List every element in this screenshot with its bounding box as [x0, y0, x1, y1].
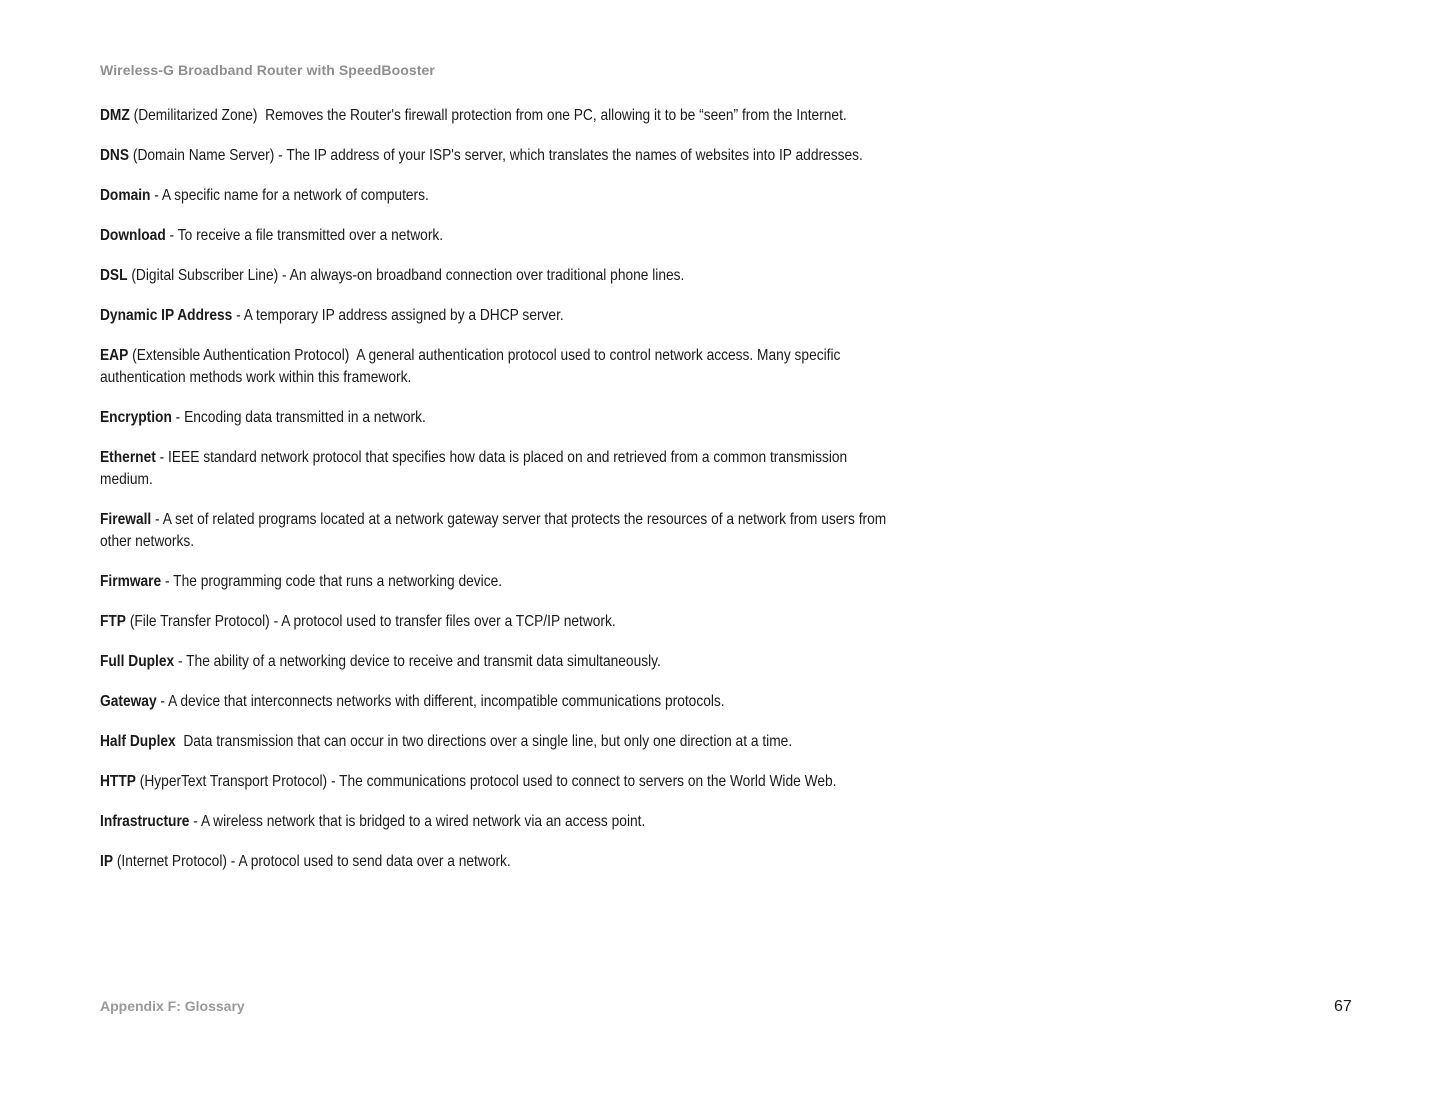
glossary-definition: The ability of a networking device to receive and transmit data simultaneously.	[186, 653, 661, 670]
glossary-entry	[100, 691, 900, 713]
glossary-term: Full Duplex	[100, 653, 175, 670]
glossary-definition: A general authentication protocol used to control network access. Many specific authentication methods work within this framework.	[100, 347, 841, 386]
glossary-separator	[349, 347, 356, 364]
glossary-term: Half Duplex	[100, 733, 176, 750]
glossary-definition: IEEE standard network protocol that specifies how data is placed on and retrieved from a common transmission medium.	[100, 449, 848, 488]
glossary-entry	[100, 771, 900, 793]
glossary-term: FTP	[100, 613, 126, 630]
glossary-definition: The programming code that runs a networking device.	[173, 573, 503, 590]
glossary-term-expansion: (HyperText Transport Protocol)	[139, 773, 328, 790]
glossary-entry	[100, 305, 900, 327]
glossary-entry	[100, 265, 900, 287]
glossary-entry	[100, 145, 900, 167]
glossary-entry	[100, 651, 900, 673]
glossary-term: Firewall	[100, 511, 152, 528]
glossary-definition: A protocol used to transfer files over a TCP/IP network.	[281, 613, 616, 630]
glossary-separator: -	[174, 653, 187, 670]
glossary-entry	[100, 851, 900, 873]
glossary-entry	[100, 447, 900, 491]
glossary-definition: A specific name for a network of computers.	[161, 187, 429, 204]
glossary-separator: -	[274, 147, 287, 164]
glossary-separator: -	[156, 693, 169, 710]
glossary-definition: A device that interconnects networks with different, incompatible communications protocols.	[168, 693, 725, 710]
glossary-entry	[100, 611, 900, 633]
glossary-term-expansion: (Domain Name Server)	[132, 147, 275, 164]
glossary-separator	[258, 107, 266, 124]
glossary-separator: -	[150, 187, 162, 204]
glossary-definition: To receive a file transmitted over a network.	[177, 227, 444, 244]
page-number: 67	[1334, 998, 1352, 1015]
glossary-term: Encryption	[100, 409, 172, 426]
glossary-entry	[100, 407, 900, 429]
glossary-entry	[100, 811, 900, 833]
glossary-separator: -	[269, 613, 282, 630]
glossary-definition: The communications protocol used to connect to servers on the World Wide Web.	[339, 773, 837, 790]
glossary-entry	[100, 571, 900, 593]
glossary-separator: -	[161, 573, 174, 590]
glossary-term: DNS	[100, 147, 130, 164]
glossary-entry	[100, 225, 900, 247]
glossary-entry	[100, 185, 900, 207]
running-header: Wireless-G Broadband Router with SpeedBooster	[100, 62, 435, 78]
glossary-term: Gateway	[100, 693, 157, 710]
glossary-term: IP	[100, 853, 114, 870]
glossary-entry	[100, 509, 900, 553]
glossary-separator: -	[189, 813, 201, 830]
glossary-term-expansion: (Digital Subscriber Line)	[131, 267, 279, 284]
glossary-definition: A temporary IP address assigned by a DHCP server.	[243, 307, 564, 324]
glossary-term: Firmware	[100, 573, 162, 590]
glossary-term: Domain	[100, 187, 151, 204]
glossary-definition: A set of related programs located at a network gateway server that protects the resources of a network from users from other networks.	[100, 511, 887, 550]
glossary-definition: Removes the Router's firewall protection from one PC, allowing it to be “seen” from the Internet.	[265, 107, 847, 124]
glossary-definition: Data transmission that can occur in two directions over a single line, but only one direction at a time.	[183, 733, 793, 750]
glossary-list	[100, 105, 900, 891]
running-footer: Appendix F: Glossary	[100, 998, 245, 1014]
glossary-separator	[176, 733, 184, 750]
glossary-separator: -	[327, 773, 340, 790]
glossary-term: DMZ	[100, 107, 130, 124]
glossary-term-expansion: (File Transfer Protocol)	[129, 613, 270, 630]
glossary-separator: -	[151, 511, 163, 528]
glossary-term: DSL	[100, 267, 128, 284]
glossary-definition: The IP address of your ISP's server, which translates the names of websites into IP addresses.	[286, 147, 863, 164]
glossary-separator: -	[232, 307, 244, 324]
glossary-separator: -	[165, 227, 178, 244]
glossary-term-expansion: (Internet Protocol)	[116, 853, 227, 870]
glossary-term: HTTP	[100, 773, 136, 790]
glossary-definition: An always-on broadband connection over traditional phone lines.	[289, 267, 685, 284]
glossary-term-expansion: (Extensible Authentication Protocol)	[132, 347, 350, 364]
glossary-term: Dynamic IP Address	[100, 307, 233, 324]
glossary-term: EAP	[100, 347, 129, 364]
glossary-term: Infrastructure	[100, 813, 190, 830]
glossary-separator: -	[226, 853, 239, 870]
glossary-entry	[100, 105, 900, 127]
glossary-separator: -	[171, 409, 185, 426]
glossary-definition: Encoding data transmitted in a network.	[184, 409, 426, 426]
glossary-definition: A wireless network that is bridged to a wired network via an access point.	[200, 813, 646, 830]
glossary-term-expansion: (Demilitarized Zone)	[133, 107, 258, 124]
glossary-term: Download	[100, 227, 166, 244]
glossary-separator: -	[278, 267, 290, 284]
glossary-definition: A protocol used to send data over a network.	[238, 853, 511, 870]
glossary-term: Ethernet	[100, 449, 156, 466]
glossary-entry	[100, 731, 900, 753]
glossary-entry	[100, 345, 900, 389]
glossary-separator: -	[155, 449, 169, 466]
